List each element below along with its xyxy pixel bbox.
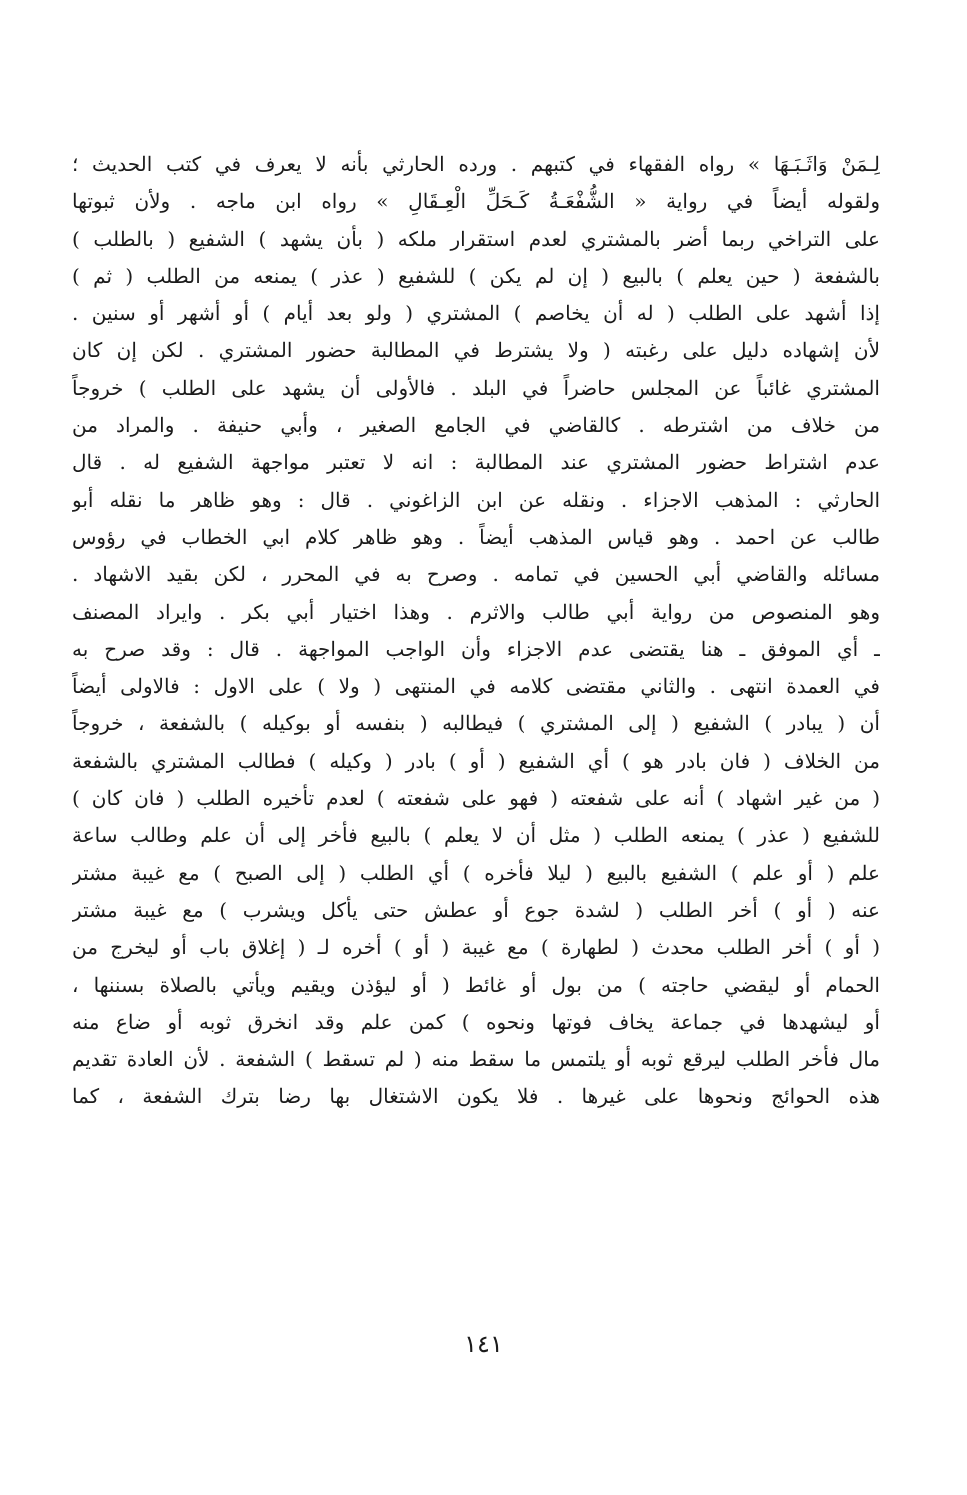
text-line: طالب عن احمد . وهو قياس المذهب أيضاً . وهو ظاهر كلام ابي الخطاب في رؤوس [72, 524, 880, 549]
text-line: لأن إشهاده دليل على رغبته ( ولا يشترط في المطالبة حضور المشتري . لكن إن كان [72, 338, 880, 363]
text-line: من خلاف من اشترطه . كالقاضي في الجامع الصغير ، وأبي حنيفة . والمراد من [72, 413, 880, 438]
text-line: أن ( يبادر ) الشفيع ( إلى المشتري ) فيطالبه ( بنفسه أو بوكيله ) بالشفعة ، خروجاً [72, 711, 880, 736]
body-text [72, 146, 880, 1116]
text-line: الحارثي : المذهب الاجزاء . ونقله عن ابن الزاغوني . قال : وهو ظاهر ما نقله أبو [72, 487, 880, 512]
text-line: إذا أشهد على الطلب ( له أن يخاصم ) المشتري ( ولو بعد أيام ) أو أشهر أو سنين . [72, 301, 880, 326]
text-line: ولقوله أيضاً في رواية « الشُّفْعَـةُ كَـحَلِّ الْعِـقَالِ » رواه ابن ماجه . ولأن ثبوتها [72, 189, 880, 214]
text-line: بالشفعة ( حين يعلم ) بالبيع ( إن لم يكن ) للشفيع ( عذر ) يمنعه من الطلب ( ثم ) [72, 263, 880, 288]
text-line: عنه ( أو ) أخر الطلب ( لشدة جوع أو عطش حتى يأكل ويشرب ) مع غيبة مشتر [72, 897, 880, 922]
text-line: عدم اشتراط حضور المشتري عند المطالبة : انه لا تعتبر مواجهة الشفيع له . قال [72, 450, 880, 475]
text-line: مال فأخر الطلب ليرقع ثوبه أو يلتمس ما سقط منه ( لم تسقط ) الشفعة . لأن العادة تقديم [72, 1047, 880, 1072]
text-line: لِـمَنْ وَاثَـبَـهَا » رواه الفقهاء في كتبهم . ورده الحارثي بأنه لا يعرف في كتب الحديث ؛ [72, 152, 880, 176]
text-line: من الخلاف ( فان بادر هو ) أي الشفيع ( أو ) بادر ( وكيله ) فطالب المشتري بالشفعة [72, 748, 880, 773]
text-line: المشتري غائباً عن المجلس حاضراً في البلد . فالأولى أن يشهد على الطلب ) خروجاً [72, 375, 880, 400]
text-line: ( أو ) أخر الطلب محدث ( لطهارة ) مع غيبة ( أو ) أخره لـ ( إغلاق باب أو ليخرج من [72, 935, 880, 960]
text-line: أو ليشهدها في جماعة يخاف فوتها ونحوه ) كمن علم وقد انخرق ثوبه أو ضاع منه [72, 1009, 880, 1034]
text-line: ( من غير اشهاد ) أنه على شفعته ( فهو على شفعته ) لعدم تأخيره الطلب ( فان كان ) [72, 786, 880, 811]
text-line: وهو المنصوص من رواية أبي طالب والاثرم . وهذا اختيار أبي بكر . وايراد المصنف [72, 599, 880, 624]
text-line: هذه الحوائج ونحوها على غيرها . فلا يكون الاشتغال بها رضا بترك الشفعة ، كما [72, 1084, 880, 1109]
text-line: الحمام أو ليقضي حاجته ) من بول أو غائط ( أو ليؤذن ويقيم ويأتي بالصلاة بسننها ، [72, 972, 880, 997]
page-number: ١٤١ [464, 1330, 503, 1358]
text-line: مسائله والقاضي أبي الحسين في تمامه . وصرح به في المحرر ، لكن بقيد الاشهاد . [72, 562, 880, 587]
text-line: على التراخي ربما أضر بالمشتري لعدم استقرار ملكه ( بأن يشهد ) الشفيع ( بالطلب ) [72, 226, 880, 251]
text-line: في العمدة انتهى . والثاني مقتضى كلامه في المنتهى ( ولا ) على الاول : فالاولى أيضاً [72, 674, 880, 699]
text-line: للشفيع ( عذر ) يمنعه الطلب ( مثل أن لا يعلم ) بالبيع فأخر إلى أن علم وطالب ساعة [72, 823, 880, 848]
text-line: علم ( أو علم ) الشفيع بالبيع ( ليلا فأخره ) أي الطلب ( إلى الصبح ) مع غيبة مشتر [72, 860, 880, 885]
text-line: ـ أي الموفق ـ هنا يقتضى عدم الاجزاء وأن الواجب المواجهة . قال : وقد صرح به [72, 636, 880, 661]
